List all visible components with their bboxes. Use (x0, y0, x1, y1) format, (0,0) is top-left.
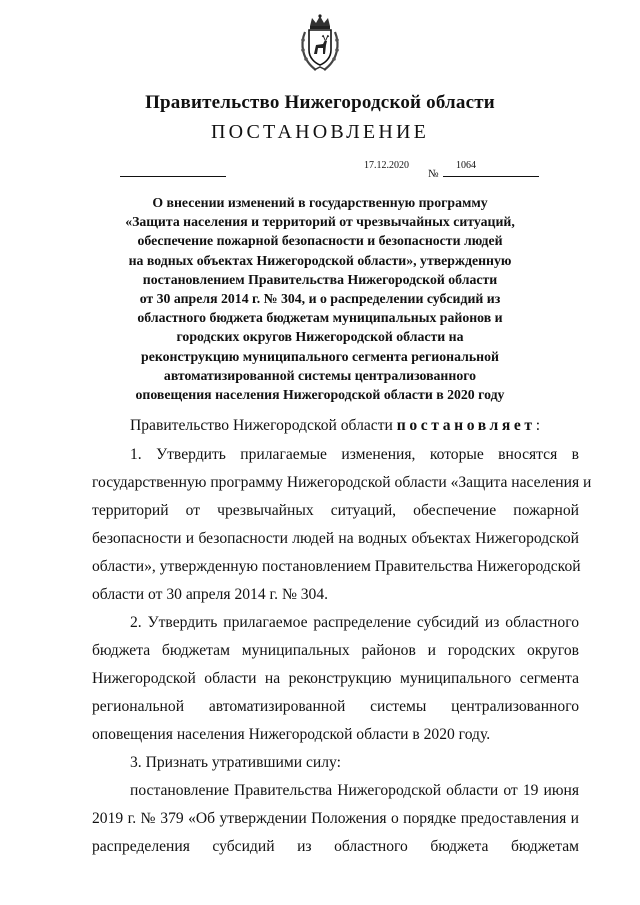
document-date: 17.12.2020 (364, 160, 409, 171)
subject-line: О внесении изменений в государственную программу (152, 195, 488, 210)
intro-colon: : (535, 417, 541, 434)
body-line: Нижегородской области на реконструкцию муниципального сегмента (92, 670, 579, 687)
body-line: бюджета бюджетам муниципальных районов и городских округов (92, 642, 579, 659)
organization-title: Правительство Нижегородской области (145, 92, 495, 113)
body-line: безопасности и безопасности людей на водных объектах Нижегородской (92, 530, 579, 547)
body-line: региональной автоматизированной системы централизованного (92, 698, 579, 715)
subject-line: «Защита населения и территорий от чрезвычайных ситуаций, (125, 214, 515, 230)
subject-line: оповещения населения Нижегородской области в 2020 году (135, 387, 505, 403)
number-underline (443, 176, 539, 177)
body-line: постановление Правительства Нижегородской области от 19 июня (130, 782, 579, 799)
body-line: территорий от чрезвычайных ситуаций, обеспечение пожарной (92, 502, 579, 519)
body-line: области от 30 апреля 2014 г. № 304. (92, 586, 329, 603)
body-line: 3. Признать утратившими силу: (130, 754, 341, 771)
subject-line: на водных объектах Нижегородской области», утвержденную (128, 252, 512, 268)
document-type: ПОСТАНОВЛЕНИЕ (210, 121, 430, 143)
coat-of-arms-icon (296, 12, 344, 76)
body-line: оповещения населения Нижегородской области в 2020 году. (92, 726, 491, 743)
subject-line: реконструкцию муниципального сегмента региональной (141, 348, 499, 364)
subject-line: городских округов Нижегородской области на (176, 329, 464, 345)
body-line: государственную программу Нижегородской области «Защита населения и (92, 474, 592, 491)
body-line: распределения субсидий из областного бюджета бюджетам (92, 838, 579, 855)
body-line: 2. Утвердить прилагаемое распределение субсидий из областного (130, 614, 579, 631)
body-line: 2019 г. № 379 «Об утверждении Положения о порядке предоставления и (92, 810, 579, 827)
body-line: 1. Утвердить прилагаемые изменения, которые вносятся в (130, 446, 579, 463)
subject-line: обеспечение пожарной безопасности и безопасности людей (137, 233, 503, 249)
subject-line: постановлением Правительства Нижегородской области (142, 271, 498, 287)
document-subject (80, 193, 560, 404)
resolution-intro (130, 417, 540, 435)
subject-line: областного бюджета бюджетам муниципальных районов и (137, 310, 503, 326)
body-line: области», утвержденную постановлением Правительства Нижегородской (92, 558, 581, 575)
number-sign: № (428, 168, 439, 180)
subject-line: от 30 апреля 2014 г. № 304, и о распределении субсидий из (139, 291, 501, 307)
signature-line-left (120, 176, 226, 177)
intro-text: Правительство Нижегородской области (130, 417, 393, 434)
subject-line: автоматизированной системы централизованного (163, 367, 477, 383)
document-number: 1064 (456, 160, 476, 171)
intro-keyword: постановляет (396, 417, 536, 434)
